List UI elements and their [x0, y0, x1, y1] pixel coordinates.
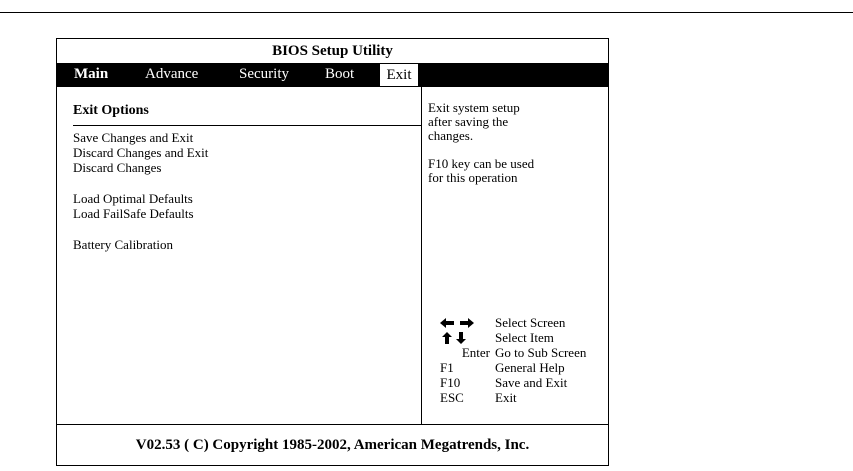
option-load-optimal-defaults[interactable]: Load Optimal Defaults: [73, 191, 193, 206]
option-battery-calibration[interactable]: Battery Calibration: [73, 237, 174, 252]
key-desc: Select Screen: [495, 315, 566, 330]
menu-bar: [57, 63, 608, 87]
help-text: [428, 101, 604, 185]
tab-main[interactable]: Main: [74, 66, 109, 82]
key-desc: Select Item: [495, 330, 554, 345]
key-label: ESC: [440, 390, 464, 405]
tab-advance[interactable]: Advance: [145, 66, 199, 82]
section-title: Exit Options: [73, 103, 149, 118]
option-discard-changes[interactable]: Discard Changes: [73, 160, 162, 175]
bios-setup-window: [56, 38, 609, 466]
top-divider-line: [0, 12, 853, 13]
key-desc: Go to Sub Screen: [495, 345, 587, 360]
option-save-changes-and-exit[interactable]: Save Changes and Exit: [73, 130, 194, 145]
left-right-arrows-icon: [440, 317, 474, 329]
help-line: Exit system setup: [428, 100, 520, 115]
help-line: changes.: [428, 128, 474, 143]
copyright-footer: V02.53 ( C) Copyright 1985-2002, American Megatrends, Inc.: [135, 437, 530, 453]
section-divider: [73, 125, 421, 126]
tab-boot[interactable]: Boot: [325, 66, 355, 82]
option-discard-changes-and-exit[interactable]: Discard Changes and Exit: [73, 145, 209, 160]
key-desc: Save and Exit: [495, 375, 568, 390]
option-load-failsafe-defaults[interactable]: Load FailSafe Defaults: [73, 206, 194, 221]
key-label: F1: [440, 360, 454, 375]
key-label: F10: [440, 375, 461, 390]
key-label: Enter: [461, 345, 490, 360]
key-desc: Exit: [495, 390, 517, 405]
content-area: [57, 87, 608, 424]
tab-exit[interactable]: Exit: [379, 63, 419, 87]
help-line: after saving the: [428, 114, 509, 129]
window-title: BIOS Setup Utility: [272, 43, 393, 59]
tab-security[interactable]: Security: [239, 66, 289, 82]
key-desc: General Help: [495, 360, 565, 375]
vertical-divider: [421, 87, 422, 424]
help-line: F10 key can be used: [428, 156, 535, 171]
help-line: for this operation: [428, 170, 518, 185]
up-down-arrows-icon: [440, 332, 474, 344]
help-spacer: [428, 143, 604, 157]
